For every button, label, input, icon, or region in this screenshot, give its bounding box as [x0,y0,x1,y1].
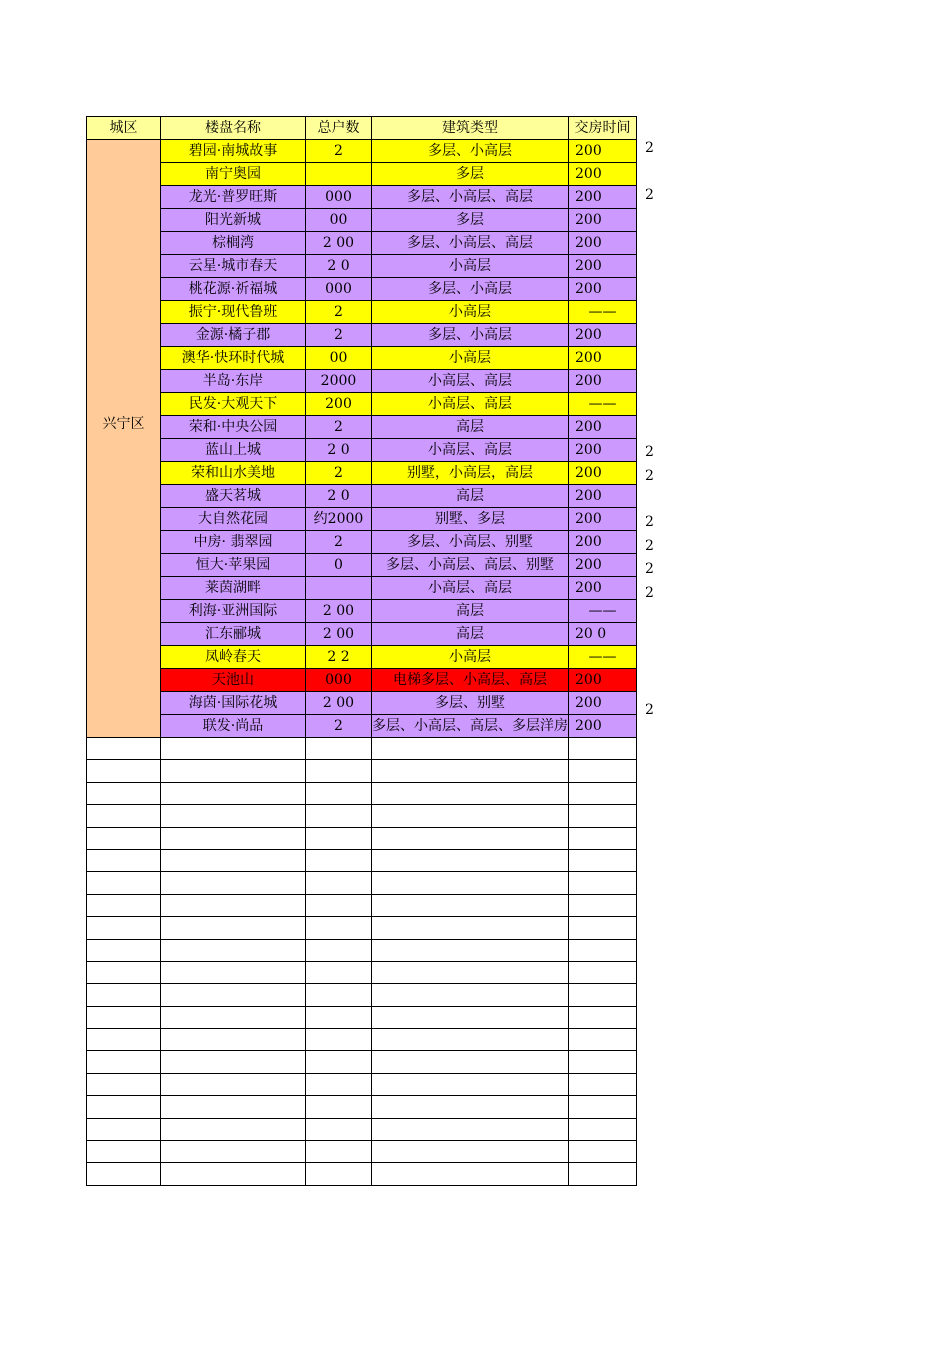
building-type-cell[interactable]: 电梯多层、小高层、高层 [372,669,569,692]
header-project-name[interactable]: 楼盘名称 [161,117,306,140]
empty-cell[interactable] [306,1141,372,1163]
delivery-date-cell[interactable]: 200 [569,577,637,600]
empty-cell[interactable] [569,805,637,827]
empty-row [87,984,637,1006]
table-row [87,370,637,393]
empty-cell[interactable] [306,849,372,871]
building-type-cell[interactable]: 多层 [372,163,569,186]
empty-cell[interactable] [372,782,569,804]
building-type-cell[interactable]: 小高层 [372,255,569,278]
delivery-date-cell[interactable]: 200 [569,347,637,370]
empty-cell[interactable] [569,1051,637,1073]
overflow-text: 2 [645,537,654,554]
table-row [87,140,637,163]
empty-cell[interactable] [306,1096,372,1118]
delivery-date-cell[interactable]: 20 0 [569,623,637,646]
overflow-text: 2 [645,514,654,531]
building-type-cell[interactable]: 高层 [372,416,569,439]
empty-row [87,1118,637,1140]
empty-cell[interactable] [569,1006,637,1028]
building-type-cell[interactable]: 小高层、高层 [372,577,569,600]
delivery-date-cell[interactable]: 200 [569,462,637,485]
households-cell[interactable] [306,577,372,600]
delivery-date-cell[interactable]: 200 [569,163,637,186]
households-cell[interactable]: 000 [306,278,372,301]
households-cell[interactable] [306,163,372,186]
empty-cell[interactable] [372,984,569,1006]
empty-cell[interactable] [87,782,161,804]
header-district[interactable]: 城区 [87,117,161,140]
delivery-date-cell[interactable]: 200 [569,209,637,232]
delivery-date-cell[interactable]: 200 [569,439,637,462]
empty-cell[interactable] [569,939,637,961]
empty-cell[interactable] [87,827,161,849]
empty-cell[interactable] [161,760,306,782]
empty-row [87,894,637,916]
delivery-date-cell[interactable]: 200 [569,416,637,439]
delivery-date-cell[interactable]: 200 [569,370,637,393]
delivery-date-cell[interactable]: 200 [569,554,637,577]
building-type-cell[interactable]: 多层、小高层、高层 [372,186,569,209]
empty-cell[interactable] [306,917,372,939]
empty-cell[interactable] [372,805,569,827]
table-row [87,692,637,715]
empty-cell[interactable] [161,984,306,1006]
empty-cell[interactable] [87,1096,161,1118]
delivery-date-cell[interactable]: 200 [569,278,637,301]
empty-cell[interactable] [569,1118,637,1140]
table-row [87,209,637,232]
empty-cell[interactable] [87,1051,161,1073]
building-type-cell[interactable]: 小高层、高层 [372,439,569,462]
building-type-cell[interactable]: 高层 [372,600,569,623]
empty-cell[interactable] [87,1029,161,1051]
empty-cell[interactable] [306,827,372,849]
empty-cell[interactable] [161,917,306,939]
empty-cell[interactable] [87,939,161,961]
delivery-date-cell[interactable]: 200 [569,531,637,554]
empty-cell[interactable] [569,849,637,871]
table-row [87,715,637,738]
empty-cell[interactable] [161,1096,306,1118]
empty-cell[interactable] [569,1163,637,1185]
empty-cell[interactable] [306,782,372,804]
table-row [87,646,637,669]
empty-cell[interactable] [372,961,569,983]
project-name-cell[interactable]: 利海·亚洲国际 [161,600,306,623]
empty-cell[interactable] [87,1163,161,1185]
empty-cell[interactable] [569,894,637,916]
empty-row [87,849,637,871]
table-row [87,278,637,301]
project-name-cell[interactable]: 中房· 翡翠园 [161,531,306,554]
empty-cell[interactable] [87,805,161,827]
households-cell[interactable]: 2 00 [306,600,372,623]
project-name-cell[interactable]: 南宁奥园 [161,163,306,186]
households-cell[interactable]: 000 [306,669,372,692]
project-name-cell[interactable]: 荣和山水美地 [161,462,306,485]
table-row [87,600,637,623]
empty-cell[interactable] [161,1051,306,1073]
empty-cell[interactable] [161,1163,306,1185]
empty-cell[interactable] [372,827,569,849]
table-row [87,623,637,646]
households-cell[interactable]: 2 00 [306,232,372,255]
empty-cell[interactable] [161,827,306,849]
empty-cell[interactable] [569,1141,637,1163]
project-name-cell[interactable]: 天池山 [161,669,306,692]
empty-cell[interactable] [306,805,372,827]
empty-cell[interactable] [87,760,161,782]
delivery-date-cell[interactable]: —— [569,600,637,623]
empty-cell[interactable] [87,872,161,894]
delivery-date-cell[interactable]: —— [569,646,637,669]
overflow-text: 2 [645,186,654,203]
empty-cell[interactable] [306,894,372,916]
empty-cell[interactable] [372,1006,569,1028]
building-type-cell[interactable]: 小高层 [372,301,569,324]
empty-cell[interactable] [372,1141,569,1163]
project-name-cell[interactable]: 盛天茗城 [161,485,306,508]
empty-row [87,738,637,760]
households-cell[interactable]: 2 [306,531,372,554]
project-name-cell[interactable]: 半岛·东岸 [161,370,306,393]
empty-cell[interactable] [87,984,161,1006]
header-households[interactable]: 总户数 [306,117,372,140]
project-name-cell[interactable]: 联发·尚品 [161,715,306,738]
empty-cell[interactable] [306,939,372,961]
empty-cell[interactable] [161,738,306,760]
households-cell[interactable]: 2 [306,324,372,347]
empty-row [87,1096,637,1118]
project-name-cell[interactable]: 云星·城市春天 [161,255,306,278]
overflow-text: 2 [645,444,654,461]
empty-cell[interactable] [161,849,306,871]
delivery-date-cell[interactable]: 200 [569,140,637,163]
table-row [87,255,637,278]
header-building-type[interactable]: 建筑类型 [372,117,569,140]
table-row [87,508,637,531]
project-name-cell[interactable]: 金源·橘子郡 [161,324,306,347]
empty-cell[interactable] [569,1096,637,1118]
empty-cell[interactable] [306,872,372,894]
empty-cell[interactable] [306,1029,372,1051]
building-type-cell[interactable]: 别墅、多层 [372,508,569,531]
empty-cell[interactable] [87,1141,161,1163]
empty-row [87,1141,637,1163]
empty-cell[interactable] [87,1073,161,1095]
building-type-cell[interactable]: 多层、小高层、别墅 [372,531,569,554]
table-row [87,301,637,324]
empty-cell[interactable] [372,917,569,939]
table-row [87,324,637,347]
empty-cell[interactable] [87,849,161,871]
households-cell[interactable]: 2 00 [306,692,372,715]
header-delivery-date[interactable]: 交房时间 [569,117,637,140]
building-type-cell[interactable]: 多层、小高层 [372,278,569,301]
empty-cell[interactable] [161,805,306,827]
overflow-text: 2 [645,140,654,156]
empty-cell[interactable] [161,1118,306,1140]
building-type-cell[interactable]: 多层、小高层、高层、多层洋房 [372,715,569,738]
table-row [87,554,637,577]
table-row [87,416,637,439]
project-name-cell[interactable]: 碧园·南城故事 [161,140,306,163]
households-cell[interactable]: 2 0 [306,439,372,462]
project-name-cell[interactable]: 澳华·快环时代城 [161,347,306,370]
delivery-date-cell[interactable]: 200 [569,508,637,531]
empty-cell[interactable] [372,939,569,961]
building-type-cell[interactable]: 高层 [372,623,569,646]
project-name-cell[interactable]: 海茵·国际花城 [161,692,306,715]
table-row [87,462,637,485]
project-name-cell[interactable]: 莱茵湖畔 [161,577,306,600]
table-row [87,669,637,692]
households-cell[interactable]: 2 [306,140,372,163]
households-cell[interactable]: 2 00 [306,623,372,646]
empty-cell[interactable] [569,760,637,782]
empty-cell[interactable] [87,917,161,939]
empty-cell[interactable] [569,961,637,983]
empty-row [87,872,637,894]
building-type-cell[interactable]: 小高层 [372,347,569,370]
building-type-cell[interactable]: 多层、小高层、高层、别墅 [372,554,569,577]
empty-row [87,1006,637,1028]
empty-cell[interactable] [306,984,372,1006]
building-type-cell[interactable]: 多层 [372,209,569,232]
building-type-cell[interactable]: 多层、小高层、高层 [372,232,569,255]
building-type-cell[interactable]: 小高层、高层 [372,370,569,393]
project-name-cell[interactable]: 蓝山上城 [161,439,306,462]
households-cell[interactable]: 00 [306,209,372,232]
households-cell[interactable]: 2 0 [306,255,372,278]
empty-cell[interactable] [161,894,306,916]
empty-row [87,805,637,827]
table-row [87,531,637,554]
empty-cell[interactable] [372,760,569,782]
empty-cell[interactable] [306,1006,372,1028]
project-name-cell[interactable]: 大自然花园 [161,508,306,531]
households-cell[interactable]: 200 [306,393,372,416]
project-name-cell[interactable]: 振宁·现代鲁班 [161,301,306,324]
table-row [87,186,637,209]
table-row [87,577,637,600]
empty-cell[interactable] [372,1118,569,1140]
empty-cell[interactable] [569,917,637,939]
empty-cell[interactable] [306,760,372,782]
empty-row [87,760,637,782]
delivery-date-cell[interactable]: 200 [569,186,637,209]
households-cell[interactable]: 00 [306,347,372,370]
project-name-cell[interactable]: 棕榈湾 [161,232,306,255]
empty-cell[interactable] [87,961,161,983]
empty-cell[interactable] [87,738,161,760]
project-name-cell[interactable]: 凤岭春天 [161,646,306,669]
empty-cell[interactable] [569,1073,637,1095]
households-cell[interactable]: 000 [306,186,372,209]
empty-cell[interactable] [372,1029,569,1051]
overflow-text: 2 [645,561,654,578]
delivery-date-cell[interactable]: 200 [569,255,637,278]
empty-row [87,1163,637,1185]
empty-cell[interactable] [87,894,161,916]
table-row [87,163,637,186]
empty-cell[interactable] [161,1141,306,1163]
households-cell[interactable]: 2 [306,416,372,439]
empty-row [87,827,637,849]
district-cell[interactable]: 兴宁区 [87,140,161,738]
empty-cell[interactable] [372,1163,569,1185]
households-cell[interactable]: 约2000 [306,508,372,531]
empty-cell[interactable] [306,1051,372,1073]
building-type-cell[interactable]: 别墅，小高层，高层 [372,462,569,485]
building-type-cell[interactable]: 多层、别墅 [372,692,569,715]
building-type-cell[interactable]: 多层、小高层 [372,140,569,163]
delivery-date-cell[interactable]: —— [569,393,637,416]
project-name-cell[interactable]: 恒大·苹果园 [161,554,306,577]
households-cell[interactable]: 2 [306,715,372,738]
delivery-date-cell[interactable]: 200 [569,232,637,255]
building-type-cell[interactable]: 多层、小高层 [372,324,569,347]
empty-cell[interactable] [569,827,637,849]
empty-row [87,917,637,939]
empty-cell[interactable] [161,1006,306,1028]
table-row [87,347,637,370]
delivery-date-cell[interactable]: 200 [569,692,637,715]
households-cell[interactable]: 2 [306,462,372,485]
project-name-cell[interactable]: 龙光·普罗旺斯 [161,186,306,209]
table-row [87,485,637,508]
delivery-date-cell[interactable]: 200 [569,324,637,347]
empty-row [87,1051,637,1073]
delivery-date-cell[interactable]: 200 [569,669,637,692]
project-name-cell[interactable]: 桃花源·祈福城 [161,278,306,301]
empty-cell[interactable] [161,939,306,961]
overflow-text: 2 [645,701,654,718]
project-name-cell[interactable]: 荣和·中央公园 [161,416,306,439]
empty-cell[interactable] [306,961,372,983]
delivery-date-cell[interactable]: 200 [569,715,637,738]
empty-cell[interactable] [372,1073,569,1095]
empty-cell[interactable] [306,1163,372,1185]
spreadsheet-table [86,116,637,1186]
households-cell[interactable]: 2 2 [306,646,372,669]
empty-row [87,939,637,961]
empty-cell[interactable] [569,872,637,894]
table-row [87,439,637,462]
building-type-cell[interactable]: 小高层、高层 [372,393,569,416]
empty-cell[interactable] [372,1096,569,1118]
building-type-cell[interactable]: 小高层 [372,646,569,669]
empty-cell[interactable] [372,1051,569,1073]
empty-row [87,782,637,804]
project-name-cell[interactable]: 阳光新城 [161,209,306,232]
empty-cell[interactable] [569,1029,637,1051]
project-name-cell[interactable]: 汇东郦城 [161,623,306,646]
empty-cell[interactable] [306,1118,372,1140]
header-row [87,117,637,140]
empty-cell[interactable] [306,738,372,760]
building-type-cell[interactable]: 高层 [372,485,569,508]
empty-cell[interactable] [161,1073,306,1095]
households-cell[interactable]: 0 [306,554,372,577]
delivery-date-cell[interactable]: 200 [569,485,637,508]
project-name-cell[interactable]: 民发·大观天下 [161,393,306,416]
overflow-text: 2 [645,467,654,484]
households-cell[interactable]: 2 [306,301,372,324]
households-cell[interactable]: 2000 [306,370,372,393]
empty-row [87,1073,637,1095]
households-cell[interactable]: 2 0 [306,485,372,508]
empty-cell[interactable] [161,1029,306,1051]
empty-cell[interactable] [161,961,306,983]
empty-cell[interactable] [372,738,569,760]
empty-cell[interactable] [569,738,637,760]
delivery-date-cell[interactable]: —— [569,301,637,324]
empty-cell[interactable] [87,1118,161,1140]
empty-cell[interactable] [569,984,637,1006]
empty-cell[interactable] [569,782,637,804]
empty-cell[interactable] [372,894,569,916]
empty-cell[interactable] [372,849,569,871]
empty-cell[interactable] [161,782,306,804]
empty-cell[interactable] [87,1006,161,1028]
overflow-text: 2 [645,584,654,601]
table-row [87,232,637,255]
empty-cell[interactable] [372,872,569,894]
empty-cell[interactable] [306,1073,372,1095]
empty-row [87,1029,637,1051]
empty-row [87,961,637,983]
table-row [87,393,637,416]
empty-cell[interactable] [161,872,306,894]
